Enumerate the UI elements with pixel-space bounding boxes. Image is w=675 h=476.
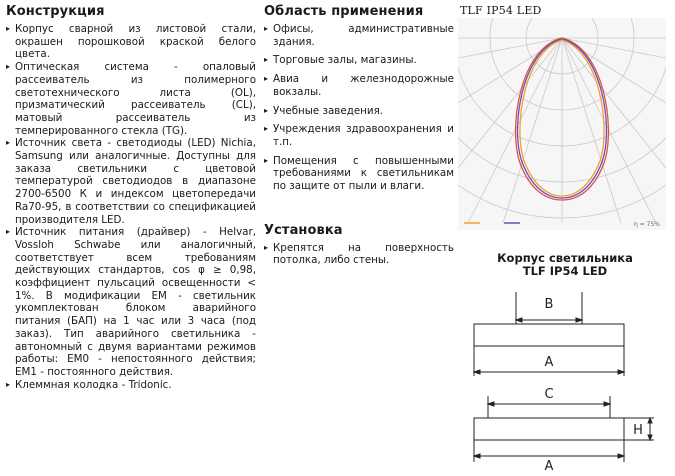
- list-item: ▸ Источник света - светодиоды (LED) Nichia, Samsung или аналогичные. Доступны для заказа светильники с цветовой температурой светодиодов в диапазоне 2700-6500 К и индексом цветопередачи Ra70-95, в соответствии со спецификацией производителя LED.: [6, 137, 256, 226]
- polar-diagram-title: TLF IP54 LED: [460, 4, 542, 17]
- dimensions-title-line-2: TLF IP54 LED: [522, 264, 608, 278]
- dimension-label-c: C: [544, 387, 554, 402]
- figures-section: [458, 0, 672, 472]
- list-item: ▸ Источник питания (драйвер) - Helvar, Vossloh Schwabe или аналогичный, соответствует всем требованиям действующих стандартов, cos φ ≥ 0,98, коэффициент пульсаций освещенности < 1%. В модификации EM - светильник укомплектован блоком аварийного питания (БАП) на 1 час или 3 часа (под заказ). Тип аварийного светильника - автономный с двумя вариантами режимов работы: EM0 - непостоянного действия; EM1 - постоянного действия.: [6, 226, 256, 378]
- dimension-label-a: A: [544, 355, 554, 370]
- construction-list: [6, 23, 256, 391]
- dimension-label-b: B: [544, 297, 554, 312]
- list-item: ▸ Клеммная колодка - Tridonic.: [6, 379, 256, 392]
- dimension-drawing: [458, 284, 672, 476]
- construction-section: [6, 0, 256, 391]
- dimension-drawing-svg: [458, 284, 672, 472]
- application-section: [264, 0, 454, 273]
- list-item: ▸ Учреждения здравоохранения и т.п.: [264, 123, 454, 148]
- application-list: [264, 23, 454, 193]
- polar-diagram-svg: [458, 18, 666, 230]
- list-item: ▸ Авиа и железнодорожные вокзалы.: [264, 73, 454, 98]
- list-item: ▸ Оптическая система - опаловый рассеиватель из полимерного светотехнического листа (OL), призматический рассеиватель (CL), матовый рассеиватель из темперированного стекла (TG).: [6, 61, 256, 137]
- dimensions-title: [458, 252, 672, 278]
- polar-diagram: [458, 18, 666, 230]
- list-item: ▸ Учебные заведения.: [264, 105, 454, 118]
- list-item: ▸ Помещения с повышенными требованиями к светильникам по защите от пыли и влаги.: [264, 155, 454, 193]
- application-heading: Область применения: [264, 4, 424, 19]
- dimension-label-h: H: [633, 423, 643, 438]
- installation-list: [264, 242, 454, 267]
- installation-heading: Установка: [264, 222, 343, 238]
- list-item: ▸ Корпус сварной из листовой стали, окрашен порошковой краской белого цвета.: [6, 23, 256, 61]
- dimension-label-a-side: A: [544, 459, 554, 472]
- construction-heading: Конструкция: [6, 4, 105, 19]
- list-item: ▸ Офисы, административные здания.: [264, 23, 454, 48]
- polar-efficiency-label: η = 75%: [634, 221, 660, 228]
- list-item: ▸ Торговые залы, магазины.: [264, 54, 454, 67]
- list-item: ▸ Крепятся на поверхность потолка, либо стены.: [264, 242, 454, 267]
- dimensions-title-line-1: Корпус светильника: [497, 251, 633, 265]
